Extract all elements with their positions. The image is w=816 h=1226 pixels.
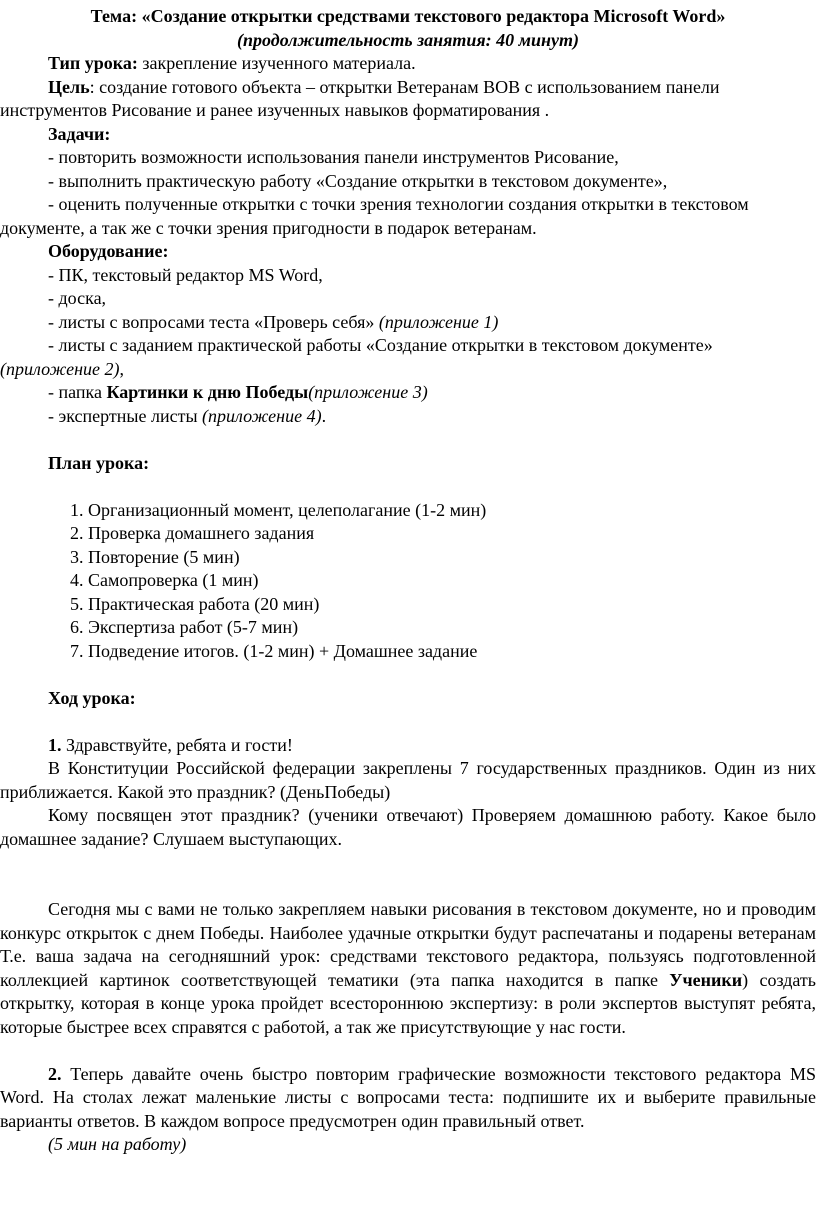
step-text: Теперь давайте очень быстро повторим графические возможности текстового редактора MS Word. На столах лежат маленькие листы с вопросами теста: подпишите их и выберите правильные варианты ответов. В каждом вопросе предусмотрен один правильный ответ. [0, 1063, 816, 1131]
plan-item: 1. Организационный момент, целеполагание (1-2 мин) [88, 499, 816, 523]
appendix-note: (приложение 3) [308, 382, 428, 402]
equipment-heading: Оборудование: [48, 241, 169, 261]
plan-list [0, 499, 816, 664]
equipment-item: - доска, [48, 288, 107, 308]
document-title: Тема: «Создание открытки средствами текстового редактора Microsoft Word» [90, 6, 726, 26]
plan-item: 5. Практическая работа (20 мин) [88, 593, 816, 617]
folder-name: Картинки к дню Победы [106, 382, 309, 402]
plan-item: 2. Проверка домашнего задания [88, 522, 816, 546]
appendix-note: (приложение 1) [378, 311, 499, 332]
folder-name: Ученики [669, 969, 743, 990]
plan-item: 3. Повторение (5 мин) [88, 546, 816, 570]
equipment-item [0, 381, 816, 405]
appendix-note: (приложение 4) [202, 405, 322, 426]
goal-label: Цель [48, 76, 90, 97]
goal-paragraph [0, 76, 816, 123]
equipment-item-end: . [321, 405, 327, 426]
plan-heading: План урока: [48, 452, 150, 473]
plan-item: 7. Подведение итогов. (1-2 мин) + Домашнее задание [88, 640, 816, 664]
course-paragraph: Кому посвящен этот праздник? (ученики отвечают) Проверяем домашнюю работу. Какое было домашнее задание? Слушаем выступающих. [0, 805, 816, 849]
equipment-item-end: , [119, 358, 125, 379]
tasks-heading: Задачи: [48, 123, 111, 144]
task-item: - оценить полученные открытки с точки зрения технологии создания открытки в текстовом документе, а так же с точки зрения пригодности в подарок ветеранам. [0, 194, 749, 238]
lesson-type-text: закрепление изученного материала. [137, 53, 416, 73]
course-text: ) создать открытку, которая в конце урока пройдет всестороннюю экспертизу: в роли экспертов выступят ребята, которые быстрее всех справятся с работой, а так же присутствующие у нас гости. [0, 969, 816, 1037]
lesson-type-paragraph [0, 52, 816, 76]
course-text: Сегодня мы с вами не только закрепляем навыки рисования в текстовом документе, но и проводим конкурс открыток с днем Победы. Наиболее удачные открытки будут распечатаны и подарены ветеранам Т.е. ваша задача на сегодняшний урок: средствами текстового редактора, пользуясь подготовленной коллекцией картинок соответствующей тематики (эта папка находится в папке [0, 899, 816, 990]
equipment-item-text: - экспертные листы [48, 405, 203, 426]
task-item: - повторить возможности использования панели инструментов Рисование, [48, 147, 619, 167]
step-text: Здравствуйте, ребята и гости! [61, 734, 293, 755]
equipment-item [0, 405, 816, 429]
step-2-paragraph [0, 1063, 816, 1134]
appendix-note: (приложение 2) [0, 358, 120, 379]
lesson-type-label: Тип урока: [48, 53, 138, 73]
equipment-item-text: - листы с вопросами теста «Проверь себя» [48, 311, 379, 332]
plan-item: 6. Экспертиза работ (5-7 мин) [88, 616, 816, 640]
time-note: (5 мин на работу) [48, 1134, 187, 1154]
document-subtitle: (продолжительность занятия: 40 минут) [237, 29, 579, 50]
equipment-item: - ПК, текстовый редактор MS Word, [48, 264, 323, 285]
equipment-item-text: - папка [48, 382, 107, 402]
task-item: - выполнить практическую работу «Создание открытки в текстовом документе», [48, 170, 668, 191]
equipment-item [0, 334, 816, 381]
goal-text: : создание готового объекта – открытки Ветеранам ВОВ с использованием панели инструментов Рисование и ранее изученных навыков форматирования . [0, 76, 720, 120]
equipment-item-text: - листы с заданием практической работы «Создание открытки в текстовом документе» [48, 335, 713, 355]
step-number: 2. [48, 1063, 62, 1084]
course-paragraph: В Конституции Российской федерации закреплены 7 государственных праздников. Один из них приближается. Какой это праздник? (ДеньПобеды) [0, 758, 816, 802]
plan-item: 4. Самопроверка (1 мин) [88, 569, 816, 593]
equipment-item [0, 311, 816, 335]
step-1-paragraph [0, 734, 816, 758]
step-number: 1. [48, 734, 62, 755]
course-heading: Ход урока: [48, 687, 136, 708]
course-paragraph [0, 898, 816, 1039]
